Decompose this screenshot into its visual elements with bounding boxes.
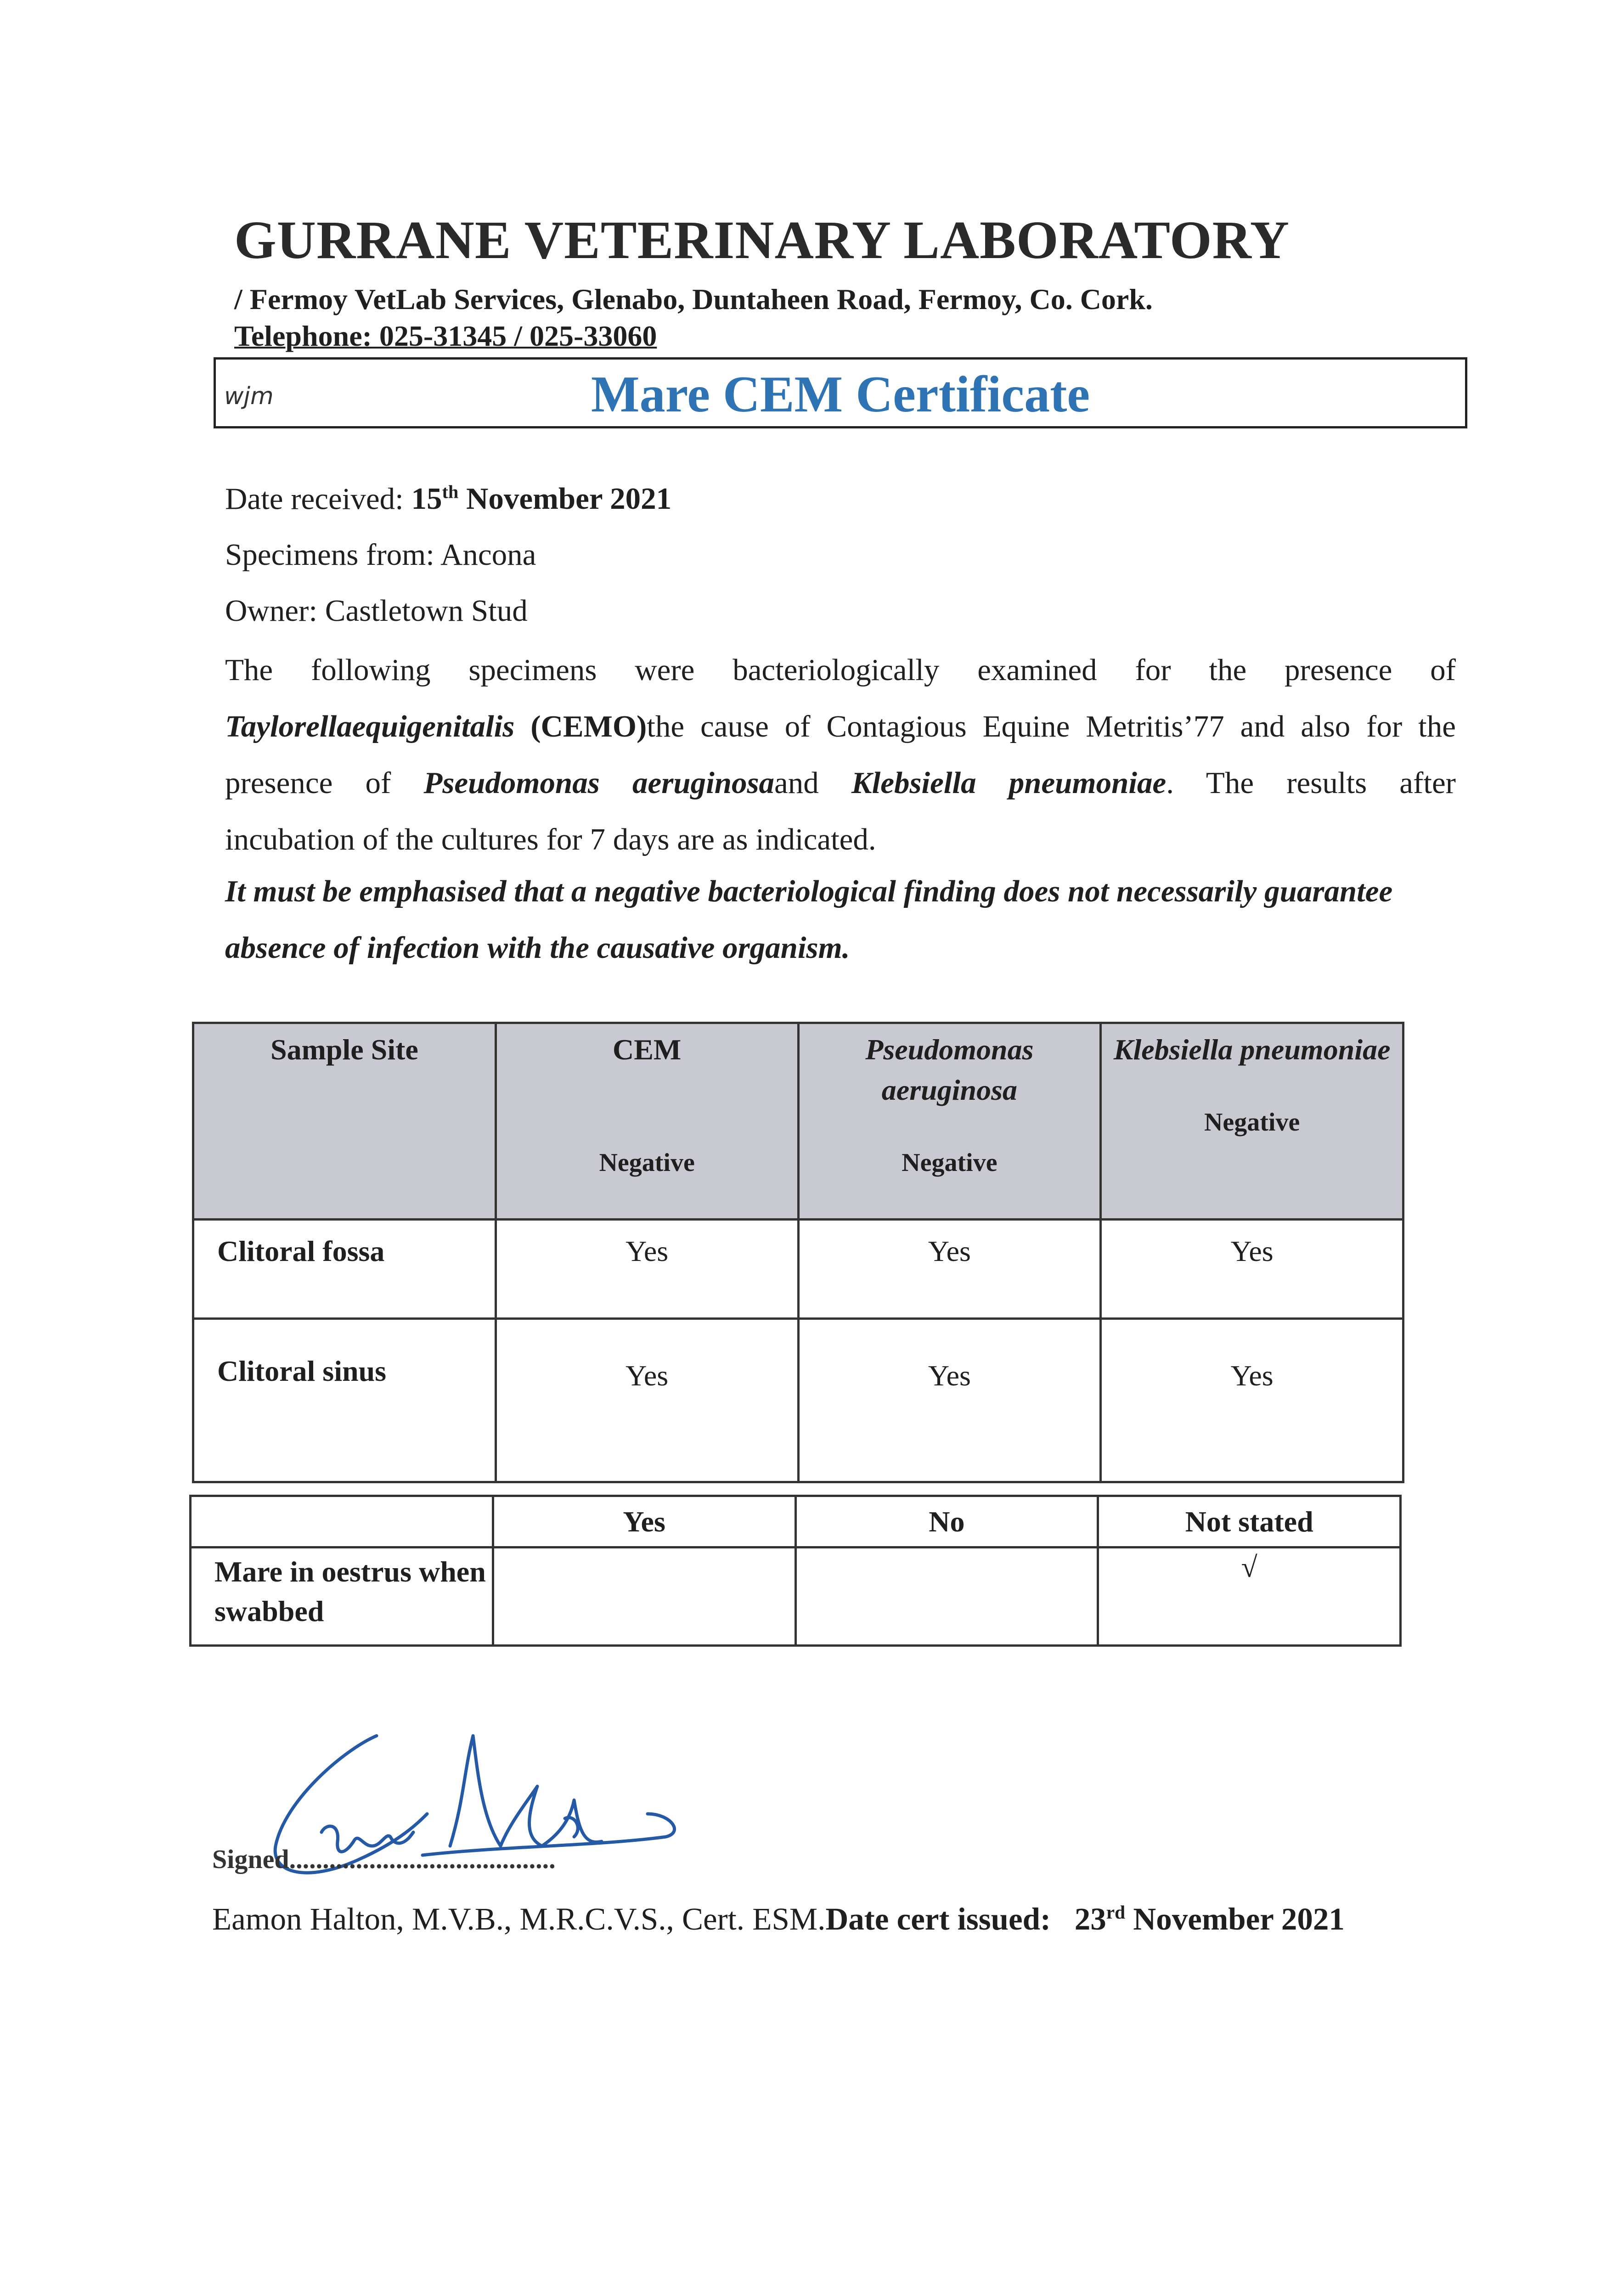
table-row xyxy=(193,1220,1403,1319)
date-received xyxy=(225,481,671,517)
cem-value: Yes xyxy=(496,1220,798,1319)
issued-label: Date cert issued: xyxy=(825,1902,1051,1936)
cem-negative: Negative xyxy=(599,1148,695,1177)
oestrus-label: Mare in oestrus when swabbed xyxy=(191,1548,493,1646)
oestrus-no-cell xyxy=(795,1548,1098,1646)
oestrus-header-not-stated: Not stated xyxy=(1098,1496,1401,1548)
warning-note: It must be emphasised that a negative bacteriological finding does not necessarily guarantee absence of infection with the causative organism. xyxy=(225,874,1393,965)
oestrus-header-row xyxy=(191,1496,1401,1548)
paragraph-line-2-rest: the cause of Contagious Equine Metritis’77 and also for the xyxy=(647,709,1456,743)
pseudomonas-value: Yes xyxy=(798,1319,1101,1482)
oestrus-header-yes: Yes xyxy=(493,1496,795,1548)
signer-line xyxy=(212,1901,1345,1937)
presence-of-text: presence of xyxy=(225,766,391,800)
header-sample-site: Sample Site xyxy=(193,1023,496,1220)
examination-paragraph xyxy=(225,642,1456,868)
organism-klebsiella: Klebsiella pneumoniae xyxy=(851,766,1167,800)
paragraph-line-1: The following specimens were bacteriologically examined for the presence of xyxy=(225,653,1456,687)
pseudomonas-value: Yes xyxy=(798,1220,1101,1319)
date-received-label: Date received: xyxy=(225,482,404,516)
date-received-month-year: November 2021 xyxy=(466,482,672,516)
owner-label: Owner: xyxy=(225,594,317,628)
lab-name: GURRANE VETERINARY LABORATORY xyxy=(234,210,1290,270)
row-site: Clitoral sinus xyxy=(193,1319,496,1482)
header-cem: CEM Negative xyxy=(496,1023,798,1220)
and-text: and xyxy=(774,766,819,800)
date-received-suffix: th xyxy=(442,482,459,502)
oestrus-table xyxy=(189,1495,1402,1647)
signed-dots: ........................................ xyxy=(289,1844,556,1874)
row-site: Clitoral fossa xyxy=(193,1220,496,1319)
issued-suffix: rd xyxy=(1106,1902,1126,1923)
results-table xyxy=(192,1022,1404,1483)
klebsiella-negative: Negative xyxy=(1204,1108,1300,1137)
owner xyxy=(225,593,528,629)
klebsiella-value: Yes xyxy=(1101,1220,1403,1319)
lab-phone: Telephone: 025-31345 / 025-33060 xyxy=(234,320,657,352)
owner-value: Castletown Stud xyxy=(325,594,528,628)
results-after-text: . The results after xyxy=(1166,766,1456,800)
pseudomonas-negative: Negative xyxy=(902,1148,997,1177)
oestrus-yes-cell xyxy=(493,1548,795,1646)
signer-name: Eamon Halton, M.V.B., M.R.C.V.S., Cert. ESM. xyxy=(212,1902,826,1936)
cemo-abbrev: (CEMO) xyxy=(530,709,647,743)
signed-line xyxy=(212,1844,556,1874)
issued-day: 23 xyxy=(1074,1902,1106,1936)
date-received-day: 15 xyxy=(411,482,442,516)
signed-label: Signed xyxy=(212,1844,289,1874)
specimens-label: Specimens from: xyxy=(225,538,434,572)
header-pseudomonas: Pseudomonas aeruginosa Negative xyxy=(798,1023,1101,1220)
paragraph-line-2 xyxy=(225,698,1456,755)
specimens-from xyxy=(225,537,536,573)
oestrus-header-no: No xyxy=(795,1496,1098,1548)
header-klebsiella: Klebsiella pneumoniae Negative xyxy=(1101,1023,1403,1220)
cem-value: Yes xyxy=(496,1319,798,1482)
handwritten-initials: wjm xyxy=(224,383,274,410)
organism-pseudomonas: Pseudomonas aeruginosa xyxy=(423,766,775,800)
table-row xyxy=(193,1319,1403,1482)
certificate-title-box xyxy=(214,357,1467,428)
paragraph-line-3 xyxy=(225,755,1456,811)
issued-month-year: November 2021 xyxy=(1133,1902,1345,1936)
oestrus-header-blank xyxy=(191,1496,493,1548)
oestrus-row xyxy=(191,1548,1401,1646)
paragraph-line-4: incubation of the cultures for 7 days are as indicated. xyxy=(225,822,876,856)
klebsiella-value: Yes xyxy=(1101,1319,1403,1482)
oestrus-not-stated-check: √ xyxy=(1098,1548,1401,1646)
organism-taylorella: Taylorellaequigenitalis xyxy=(225,709,515,743)
certificate-title: Mare CEM Certificate xyxy=(591,366,1090,423)
lab-address: / Fermoy VetLab Services, Glenabo, Duntaheen Road, Fermoy, Co. Cork. xyxy=(234,283,1153,315)
specimens-value: Ancona xyxy=(440,538,536,572)
results-header-row xyxy=(193,1023,1403,1220)
